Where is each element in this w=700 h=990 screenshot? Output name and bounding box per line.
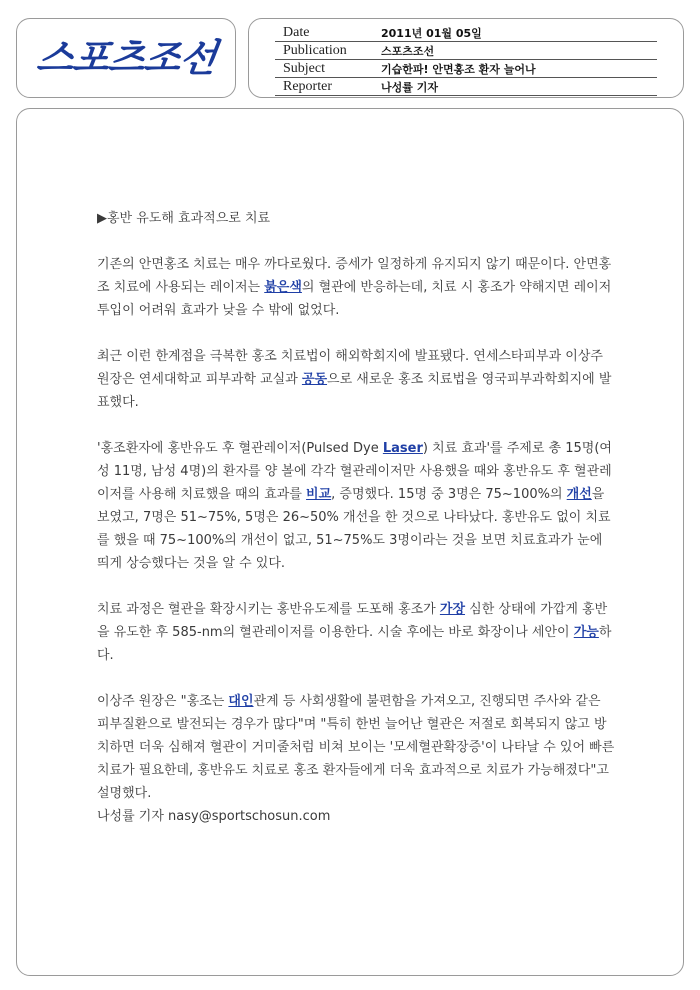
text-run: 의 혈관에 반응하는데, 치료 시 홍조가 약해지면 레이저 투입이 어려워 효과가 낮을 수 밖에 없었다. — [97, 280, 612, 318]
article-body — [97, 207, 617, 828]
keyword-link[interactable]: 붉은색 — [264, 280, 302, 295]
metadata-box — [248, 18, 684, 98]
meta-label: Date — [275, 24, 371, 42]
meta-label: Reporter — [275, 78, 371, 96]
meta-value: 기습한파! 안면홍조 환자 늘어나 — [371, 60, 657, 78]
text-run: 기존의 안면홍조 치료는 매우 까다로웠다. 증세가 일정하게 유지되지 않기 때문이다. 안면홍조 치료에 사용되는 레이저는 — [97, 257, 612, 295]
text-run: ) 치료 효과'를 주제로 총 15명(여성 11명, 남성 4명)의 환자를 양 볼에 각각 혈관레이저만 사용했을 때와 홍반유도 후 혈관레이저를 사용해 치료했을 때의 효과를 — [97, 441, 612, 502]
text-run: 최근 이런 한계점을 극복한 홍조 치료법이 해외학회지에 발표됐다. 연세스타피부과 이상주 원장은 연세대학교 피부과학 교실과 — [97, 349, 603, 387]
paragraph-2 — [97, 345, 617, 414]
metadata-table — [275, 24, 657, 96]
heading-text: ▶홍반 유도해 효과적으로 치료 — [97, 211, 271, 226]
text-run: 으로 새로운 홍조 치료법을 영국피부과학회지에 발표했다. — [97, 372, 612, 410]
keyword-link[interactable]: 가장 — [439, 602, 466, 617]
meta-label: Subject — [275, 60, 371, 78]
paragraph-3 — [97, 437, 617, 575]
keyword-link[interactable]: 가능 — [573, 625, 599, 640]
publication-logo: 스포츠조선 — [33, 36, 219, 80]
byline-text: 나성률 기자 nasy@sportschosun.com — [97, 809, 331, 824]
meta-value: 2011년 01월 05일 — [371, 24, 657, 42]
meta-row-reporter — [275, 78, 657, 96]
text-run: '홍조환자에 홍반유도 후 혈관레이저(Pulsed Dye — [97, 441, 383, 456]
text-run: 치료 과정은 혈관을 확장시키는 홍반유도제를 도포해 홍조가 — [97, 602, 440, 617]
text-run: 이상주 원장은 "홍조는 — [97, 694, 229, 709]
text-run: , 증명했다. 15명 중 3명은 75~100%의 — [331, 487, 567, 502]
keyword-link[interactable]: 비교 — [306, 487, 332, 502]
meta-value: 나성률 기자 — [371, 78, 657, 96]
logo-box — [16, 18, 236, 98]
meta-row-date — [275, 24, 657, 42]
meta-row-publication — [275, 42, 657, 60]
text-run: 을 보였고, 7명은 51~75%, 5명은 26~50% 개선을 한 것으로 나타났다. 홍반유도 없이 치료를 했을 때 75~100%의 개선이 없고, 51~75%도 3명이라는 것을 보면 치료효과가 눈에 띄게 상승했다는 것을 알 수 있다. — [97, 487, 611, 571]
paragraph-4 — [97, 598, 617, 667]
paragraph-5 — [97, 690, 617, 805]
meta-row-subject — [275, 60, 657, 78]
keyword-link[interactable]: 개선 — [566, 487, 592, 502]
text-run: 하다. — [97, 625, 612, 663]
keyword-link[interactable]: 공동 — [301, 372, 328, 387]
meta-label: Publication — [275, 42, 371, 60]
article-box — [16, 108, 684, 976]
paragraph-1 — [97, 253, 617, 322]
text-run: 관계 등 사회생활에 불편함을 가져오고, 진행되면 주사와 같은 피부질환으로 발전되는 경우가 많다"며 "특히 한번 늘어난 혈관은 저절로 회복되지 않고 방치하면 더욱 심해져 혈관이 거미줄처럼 비쳐 보이는 '모세혈관확장증'이 나타날 수 있어 빠른 치료가 필요한데, 홍반유도 치료로 홍조 환자들에게 더욱 효과적으로 치료가 가능해졌다"고 설명했다. — [97, 694, 615, 801]
meta-value: 스포츠조선 — [371, 42, 657, 60]
byline — [97, 805, 617, 828]
text-run: 심한 상태에 가깝게 홍반을 유도한 후 585-nm의 혈관레이저를 이용한다. 시술 후에는 바로 화장이나 세안이 — [97, 602, 608, 640]
article-heading — [97, 207, 617, 230]
keyword-link[interactable]: 대인 — [228, 694, 254, 709]
keyword-link[interactable]: Laser — [382, 441, 423, 456]
